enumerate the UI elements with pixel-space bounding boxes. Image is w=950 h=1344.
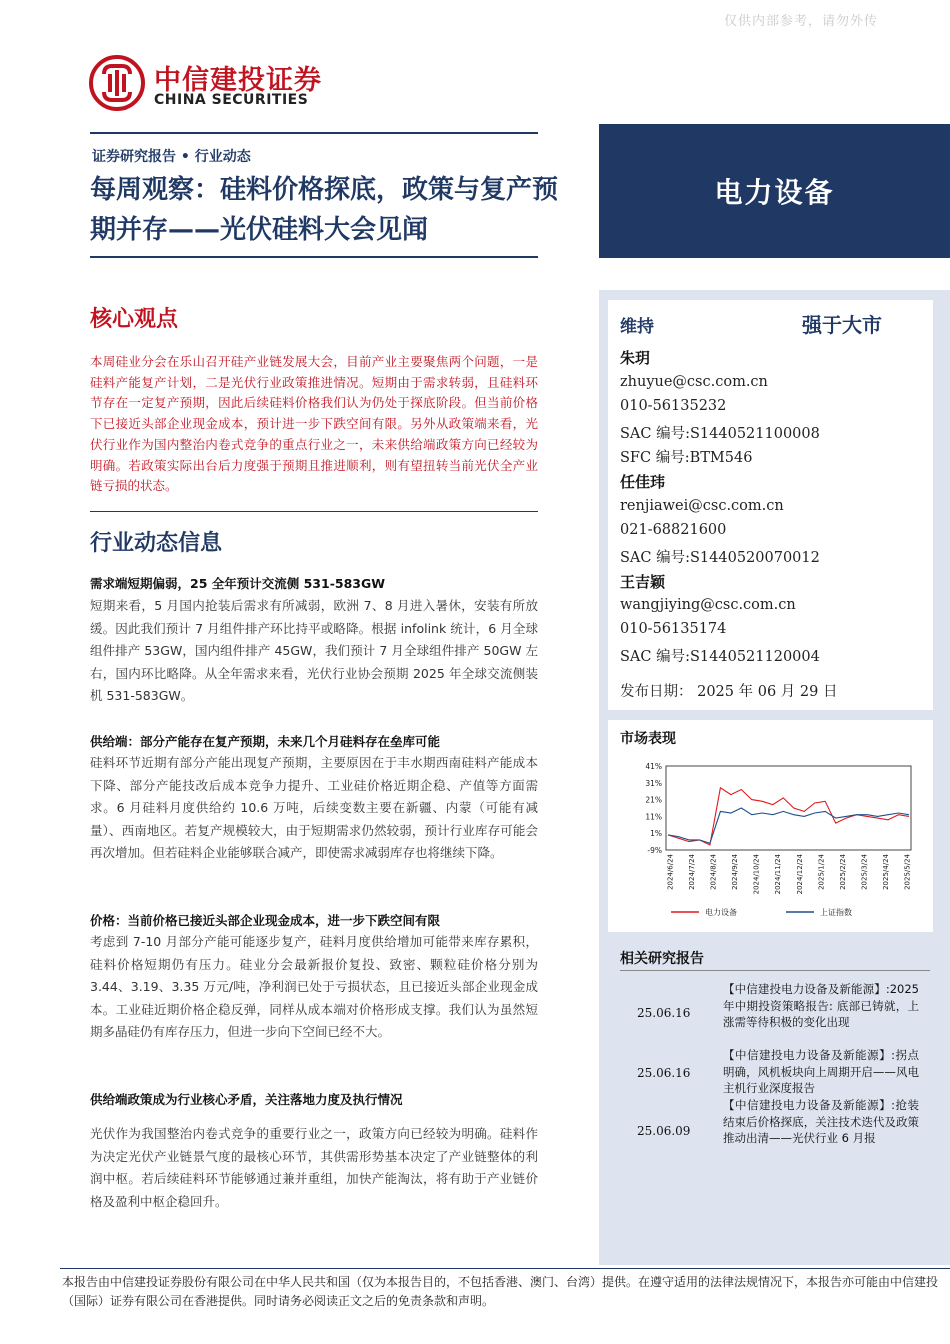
news-section-text: 光伏作为我国整治内卷式竞争的重要行业之一，政策方向已经较为明确。硅料作为决定光伏产业链景气度的最核心环节，其供需形势基本决定了产业链整体的利润中枢。若后续硅料环节能够通过兼并重组，加快产能淘汰，将有助于产业链价格及盈利中枢企稳回升。 [90, 1126, 538, 1209]
related-report-link[interactable]: 【中信建投电力设备及新能源】:2025 年中期投资策略报告: 底部已铸就，上涨需等待积极的变化出现 [723, 982, 919, 1029]
x-tick-label: 2024/10/24 [752, 854, 761, 895]
analyst-sac: SAC 编号:S1440520070012 [620, 550, 820, 566]
x-tick-label: 2024/7/24 [688, 854, 697, 890]
plot-frame [666, 766, 911, 850]
industry-label: 电力设备 [599, 124, 950, 258]
rating-value: 强于大市 [802, 313, 882, 337]
title-rule [90, 256, 538, 258]
analyst-email: wangjiying@csc.com.cn [620, 597, 796, 613]
news-section-text: 考虑到 7-10 月部分产能可能逐步复产，硅料月度供给增加可能带来库存累积，硅料价格短期仍有压力。硅业分会最新报价复投、致密、颗粒硅价格分别为 3.44、3.19、3.35 万元/吨，净利润已处于亏损状态，且已接近头部企业现金成本。工业硅近期价格企稳反弹，同样从成本端对价格形成支撑。我们认为虽然短期多晶硅仍有库存压力，但进一步向下空间已经不大。 [90, 934, 538, 1040]
x-tick-label: 2025/5/24 [903, 854, 912, 890]
legend-label: 电力设备 [705, 908, 737, 917]
analyst-sfc: SFC 编号:BTM546 [620, 450, 753, 466]
footer-disclaimer: 本报告由中信建投证券股份有限公司在中华人民共和国（仅为本报告目的，不包括香港、澳门、台湾）提供。在遵守适用的法律法规情况下，本报告亦可能由中信建投（国际）证券有限公司在香港提供。同时请务必阅读正文之后的免责条款和声明。 [62, 1275, 939, 1308]
x-tick-label: 2024/9/24 [731, 854, 740, 890]
brand-logo [88, 54, 338, 114]
related-date: 25.06.16 [637, 1006, 691, 1020]
analyst-sac: SAC 编号:S1440521100008 [620, 426, 820, 442]
related-date: 25.06.16 [637, 1066, 691, 1080]
y-tick-label: 11% [645, 812, 662, 822]
footer-rule [60, 1268, 950, 1269]
related-rule [620, 970, 930, 971]
x-tick-label: 2024/6/24 [666, 854, 675, 890]
news-section-title: 供给端政策成为行业核心矛盾，关注落地力度及执行情况 [90, 1092, 403, 1107]
core-text: 本周硅业分会在乐山召开硅产业链发展大会，目前产业主要聚焦两个问题，一是硅料产能复产计划，二是光伏行业政策推进情况。短期由于需求转弱，且硅料环节存在一定复产预期，因此后续硅料价格我们认为仍处于探底阶段。但当前价格下已接近头部企业现金成本，预计进一步下跌空间有限。另外从政策端来看，光伏行业作为国内整治内卷式竞争的重点行业之一，未来供给端政策方向已经较为明确。若政策实际出台后力度强于预期且推进顺利，则有望扭转当前光伏全产业链亏损的状态。 [90, 354, 538, 494]
x-tick-label: 2024/12/24 [795, 854, 804, 895]
x-tick-label: 2024/8/24 [709, 854, 718, 890]
analyst-phone: 021-68821600 [620, 522, 727, 538]
brand-name-en: CHINA SECURITIES [154, 92, 309, 108]
y-tick-label: 21% [645, 795, 662, 805]
watermark: 仅供内部参考，请勿外传 [723, 14, 878, 29]
related-date: 25.06.09 [637, 1124, 691, 1138]
news-section-title: 供给端：部分产能存在复产预期，未来几个月硅料存在垒库可能 [90, 734, 441, 749]
core-heading: 核心观点 [90, 307, 179, 332]
news-section-title: 价格：当前价格已接近头部企业现金成本，进一步下跌空间有限 [90, 913, 441, 928]
x-tick-label: 2025/3/24 [860, 854, 869, 890]
analyst-email: zhuyue@csc.com.cn [620, 374, 768, 390]
x-tick-label: 2025/2/24 [838, 854, 847, 890]
section-rule [90, 511, 538, 512]
report-type: 证券研究报告 • 行业动态 [92, 149, 251, 165]
y-tick-label: 41% [645, 762, 662, 771]
header-rule [90, 132, 538, 134]
report-title: 每周观察：硅料价格探底，政策与复产预期并存——光伏硅料大会见闻 [90, 175, 559, 245]
legend-label: 上证指数 [820, 908, 852, 917]
series-line-power-equipment [668, 788, 909, 845]
industry-news-heading: 行业动态信息 [90, 531, 223, 556]
x-tick-label: 2025/1/24 [817, 854, 826, 890]
x-tick-label: 2024/11/24 [774, 854, 783, 895]
publish-date: 发布日期： 2025 年 06 月 29 日 [620, 684, 838, 700]
analyst-name: 任佳玮 [620, 473, 666, 491]
series-line-shanghai-index [668, 808, 909, 843]
y-tick-label: -9% [647, 846, 662, 855]
related-report-link[interactable]: 【中信建投电力设备及新能源】:拐点明确，风机板块向上周期开启——风电主机行业深度报告 [723, 1048, 919, 1095]
rating-action: 维持 [620, 317, 654, 337]
y-tick-label: 1% [650, 829, 662, 839]
related-report-link[interactable]: 【中信建投电力设备及新能源】:抢装结束后价格探底，关注技术迭代及政策推动出清——光伏行业 6 月报 [723, 1098, 919, 1145]
analyst-name: 王吉颖 [620, 573, 666, 591]
news-section-text: 短期来看，5 月国内抢装后需求有所减弱，欧洲 7、8 月进入暑休，安装有所放缓。因此我们预计 7 月组件排产环比持平或略降。根据 infolink 统计，6 月全球组件排产 53GW，国内组件排产 45GW，我们预计 7 月全球组件排产 50GW 左右，国内环比略降。从全年需求来看，光伏行业协会预期 2025 年全球交流侧装机 531-583GW。 [90, 598, 538, 704]
analyst-phone: 010-56135232 [620, 398, 727, 414]
brand-name-cn: 中信建投证券 [154, 65, 322, 96]
news-section-title: 需求端短期偏弱，25 全年预计交流侧 531-583GW [90, 576, 386, 591]
brand-mark-icon [88, 54, 146, 112]
analyst-sac: SAC 编号:S1440521120004 [620, 649, 820, 665]
analyst-email: renjiawei@csc.com.cn [620, 498, 784, 514]
related-heading: 相关研究报告 [620, 951, 704, 967]
news-section-text: 硅料环节近期有部分产能出现复产预期，主要原因在于丰水期西南硅料产能成本下降、部分产能技改后成本竞争力提升、工业硅价格近期企稳、产值等方面需求。6 月硅料月度供给约 10.6 万吨，后续变数主要在新疆、内蒙（可能有减量）、西南地区。若复产规模较大，由于短期需求仍然较弱，预计行业库存可能会再次增加。但若硅料企业能够联合减产，即使需求减弱库存也将继续下降。 [90, 755, 538, 861]
analyst-name: 朱玥 [620, 349, 651, 367]
market-performance-chart [616, 752, 916, 927]
analyst-phone: 010-56135174 [620, 621, 727, 637]
y-tick-label: 31% [645, 778, 662, 788]
market-performance-heading: 市场表现 [620, 731, 676, 747]
x-tick-label: 2025/4/24 [881, 854, 890, 890]
